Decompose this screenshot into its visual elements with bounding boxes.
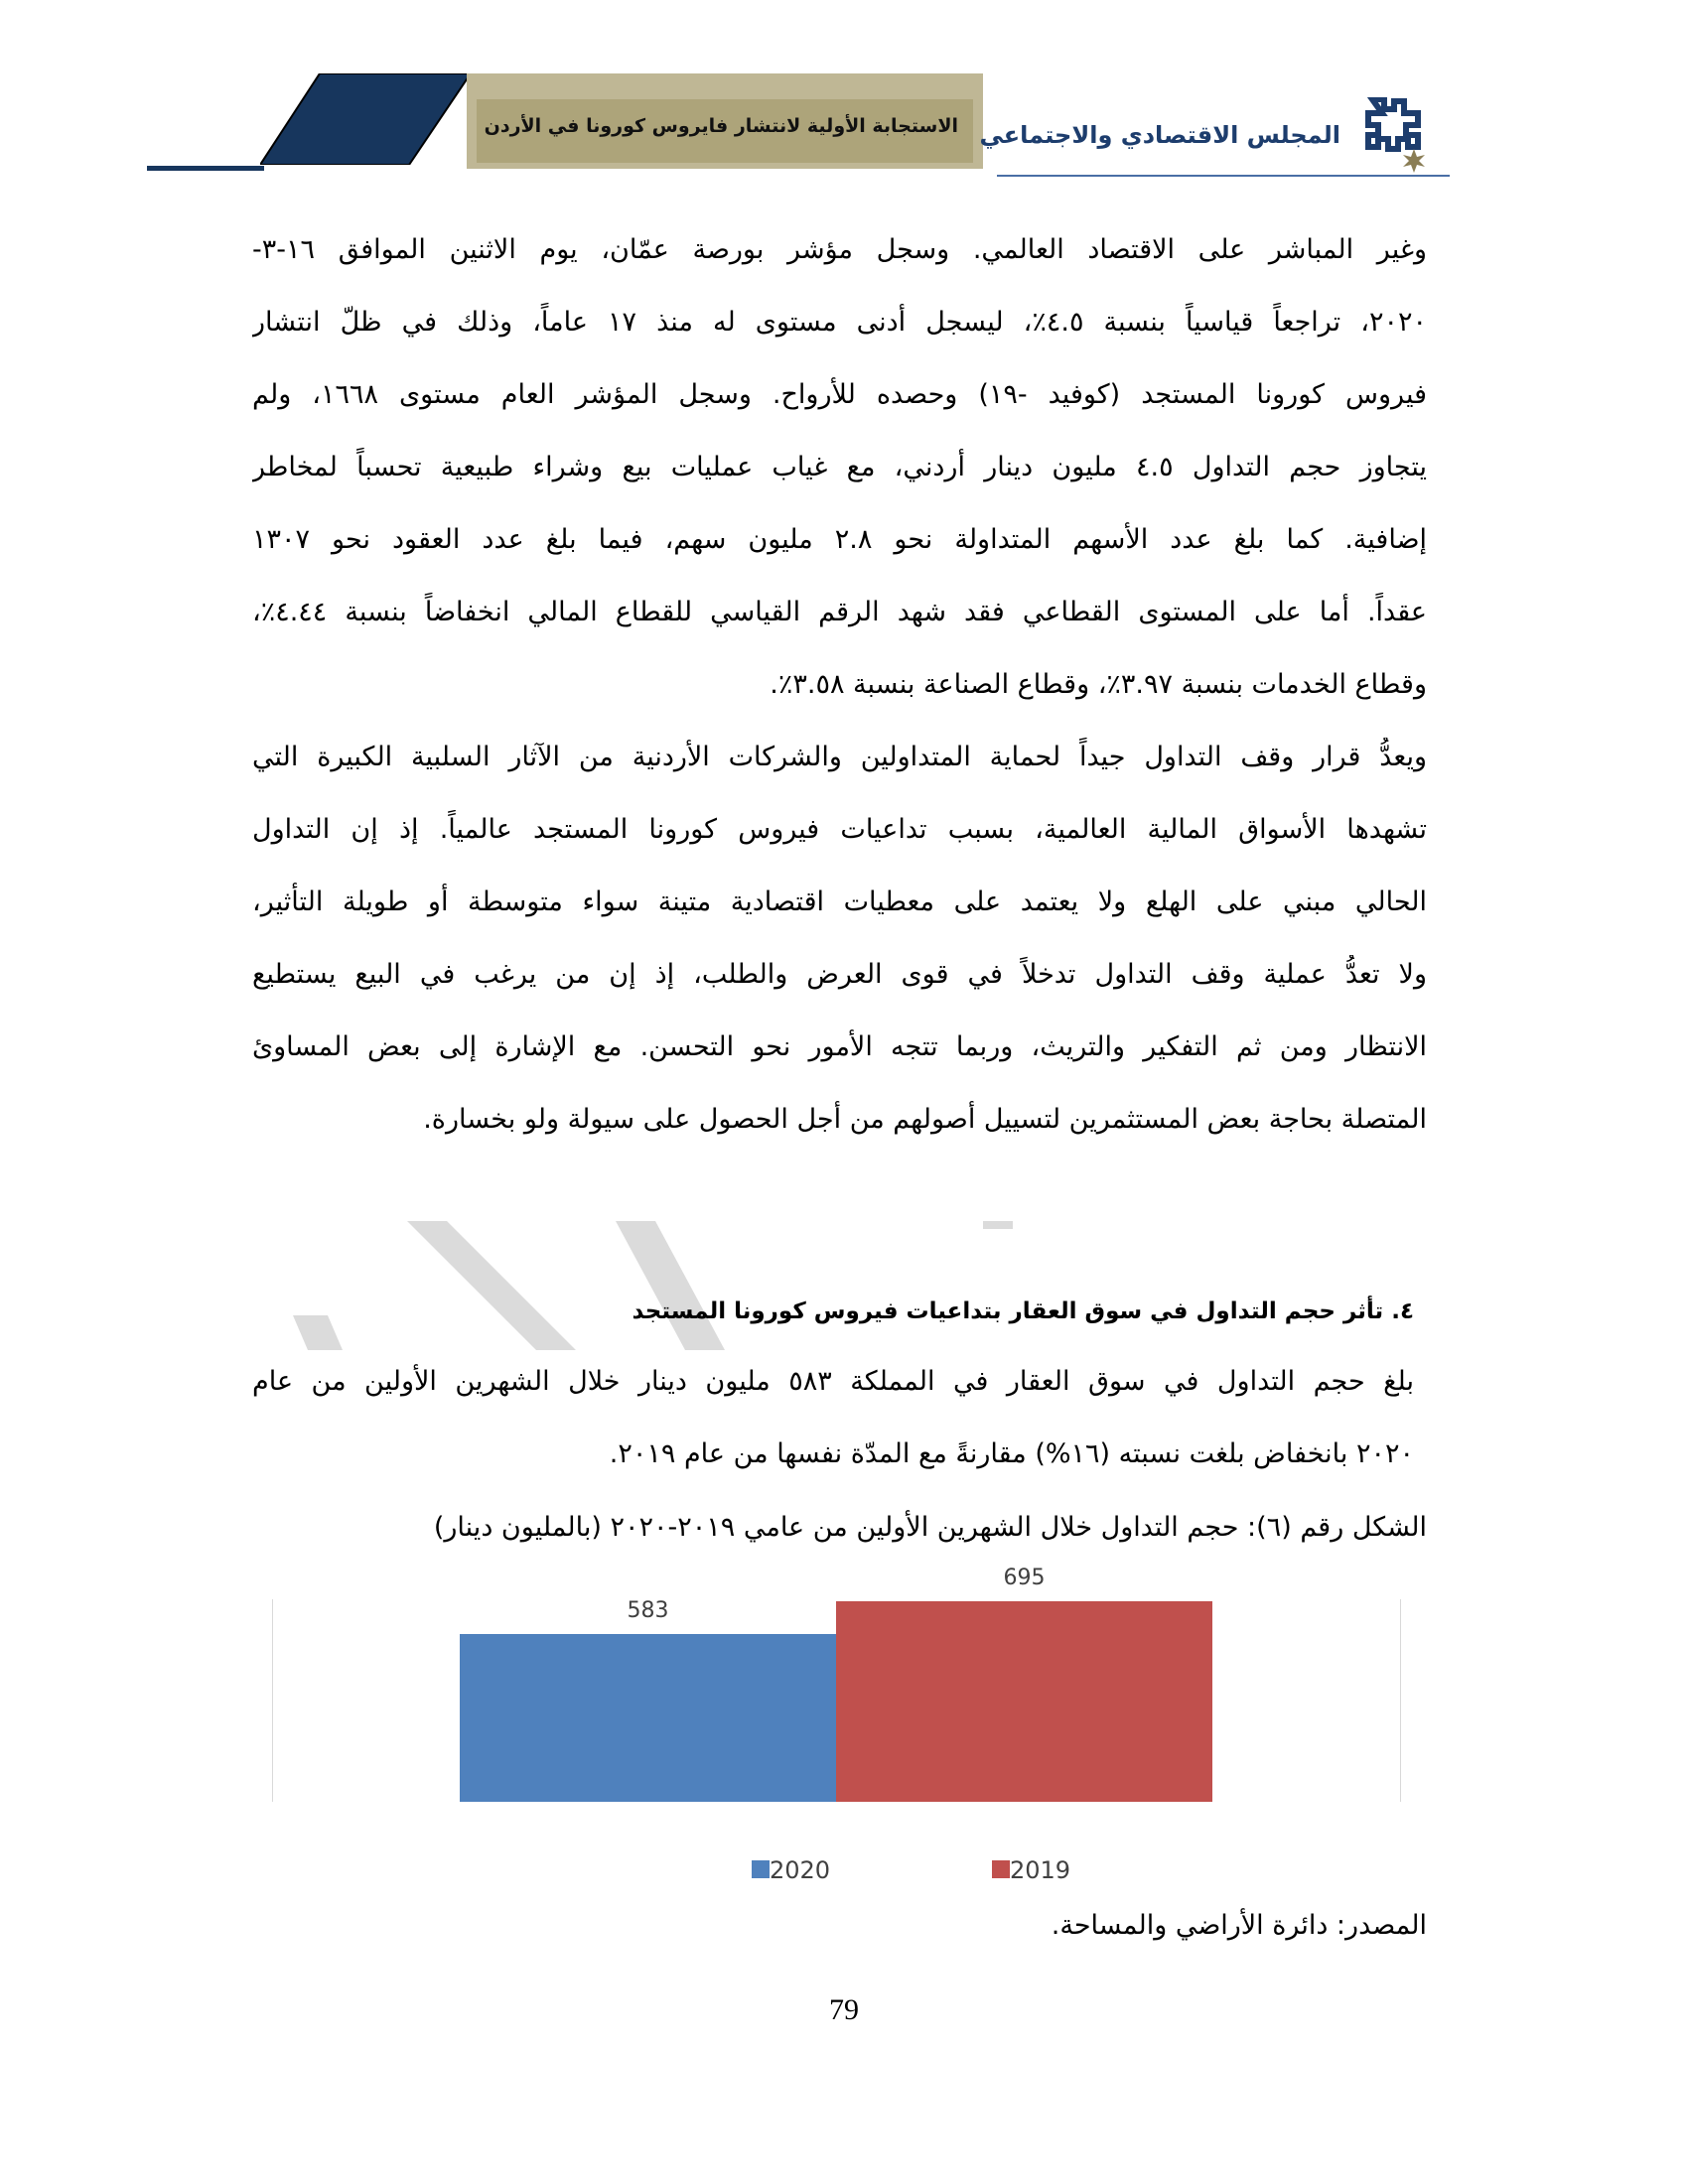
data-label-2020: 583 <box>627 1597 669 1623</box>
report-title: الاستجابة الأولية لانتشار فايروس كورونا في الأردن <box>484 115 958 137</box>
org-logo-icon <box>1352 97 1437 177</box>
source-note: المصدر: دائرة الأراضي والمساحة. <box>1051 1910 1427 1941</box>
figure-caption: الشكل رقم (٦): حجم التداول خلال الشهرين الأولين من عامي ٢٠١٩-٢٠٢٠ (بالمليون دينار) <box>433 1512 1427 1543</box>
legend-label-2020: 2020 <box>770 1856 831 1884</box>
chart-frame-left <box>272 1599 273 1802</box>
legend-swatch-2020 <box>752 1860 770 1878</box>
paragraph-line: ويعدُّ قرار وقف التداول جيداً لحماية المتداولين والشركات الأردنية من الآثار السلبية الكبيرة التي <box>252 742 1427 772</box>
paragraph-line: عقداً. أما على المستوى القطاعي فقد شهد الرقم القياسي للقطاع المالي انخفاضاً بنسبة ٤.٤٤٪، <box>252 597 1427 627</box>
section-line: بلغ حجم التداول في سوق العقار في المملكة ٥٨٣ مليون دينار خلال الشهرين الأولين من عام <box>252 1366 1414 1397</box>
paragraph-line: وقطاع الخدمات بنسبة ٣.٩٧٪، وقطاع الصناعة بنسبة ٣.٥٨٪. <box>770 669 1427 700</box>
page-number: 79 <box>829 1993 859 2026</box>
section-heading: ٤. تأثر حجم التداول في سوق العقار بتداعيات فيروس كورونا المستجد <box>632 1298 1414 1324</box>
paragraph-line: المتصلة بحاجة بعض المستثمرين لتسييل أصولهم من أجل الحصول على سيولة ولو بخسارة. <box>423 1104 1427 1135</box>
org-name: المجلس الاقتصادي والاجتماعي <box>979 121 1340 149</box>
paragraph-line: إضافية. كما بلغ عدد الأسهم المتداولة نحو ٢.٨ مليون سهم، فيما بلغ عدد العقود نحو ١٣٠٧ <box>252 524 1427 555</box>
legend-swatch-2019 <box>992 1860 1010 1878</box>
legend-label-2019: 2019 <box>1010 1856 1071 1884</box>
paragraph-line: تشهدها الأسواق المالية العالمية، بسبب تداعيات فيروس كورونا المستجد عالمياً. إذ إن التداول <box>252 814 1427 845</box>
paragraph-line: ولا تعدُّ عملية وقف التداول تدخلاً في قوى العرض والطلب، إذ إن من يرغب في البيع يستطيع <box>252 959 1427 990</box>
paragraph-line: ٢٠٢٠، تراجعاً قياسياً بنسبة ٤.٥٪، ليسجل أدنى مستوى له منذ ١٧ عاماً، وذلك في ظلّ انتشار <box>252 307 1427 338</box>
paragraph-line: الانتظار ومن ثم التفكير والتريث، وربما تتجه الأمور نحو التحسن. مع الإشارة إلى بعض المساوئ <box>252 1031 1427 1062</box>
paragraph-line: وغير المباشر على الاقتصاد العالمي. وسجل مؤشر بورصة عمّان، يوم الاثنين الموافق ١٦-٣- <box>252 234 1427 265</box>
legend-item-2019 <box>992 1856 1070 1884</box>
chart-frame-right <box>1400 1599 1401 1802</box>
header-underline <box>147 166 264 171</box>
legend-item-2020 <box>752 1856 830 1884</box>
data-label-2019: 695 <box>1003 1566 1046 1591</box>
paragraph-line: فيروس كورونا المستجد (كوفيد -١٩) وحصده للأرواح. وسجل المؤشر العام مستوى ١٦٦٨، ولم <box>252 379 1427 410</box>
watermark <box>288 1221 1033 1350</box>
paragraph-line: يتجاوز حجم التداول ٤.٥ مليون دينار أردني، مع غياب عمليات بيع وشراء طبيعية تحسباً لمخاطر <box>252 452 1427 482</box>
section-line: ٢٠٢٠ بانخفاض بلغت نسبته (١٦%) مقارنةً مع المدّة نفسها من عام ٢٠١٩. <box>609 1438 1414 1469</box>
bar-2019 <box>836 1601 1212 1802</box>
paragraph-line: الحالي مبني على الهلع ولا يعتمد على معطيات اقتصادية متينة سواء متوسطة أو طويلة التأثير، <box>252 887 1427 917</box>
logo-underline <box>997 175 1450 177</box>
bar-2020 <box>460 1634 836 1802</box>
header-navy-parallelogram <box>260 73 471 165</box>
